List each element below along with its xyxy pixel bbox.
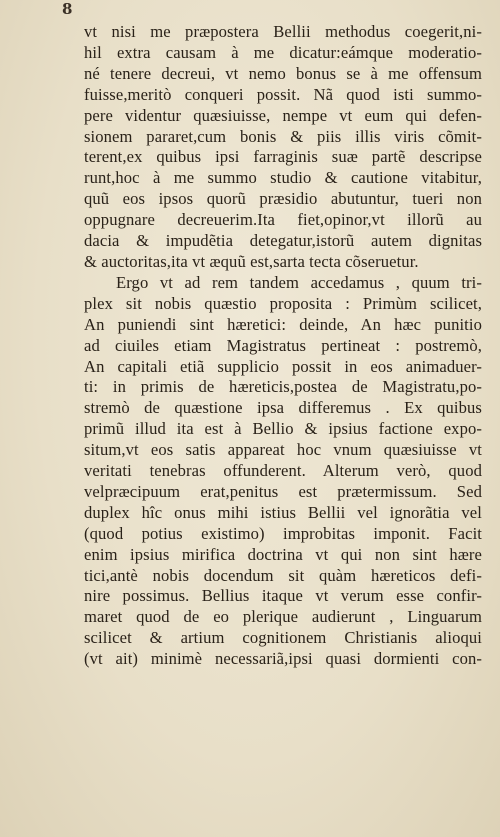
- text-line: duplex hîc onus mihi istius Bellii vel ignorãtia vel: [84, 502, 482, 522]
- text-line: ti: in primis de hæreticis,postea de Magistratu,po-: [84, 377, 482, 397]
- text-line: scilicet & artium cognitionem Christianis alioqui: [84, 628, 482, 648]
- text-line: ad ciuiles etiam Magistratus pertineat : postremò,: [84, 335, 482, 355]
- text-line: oppugnare decreuerim.Ita fiet,opinor,vt illorũ au: [84, 210, 482, 230]
- text-line: (quod potius existimo) improbitas imponit. Facit: [84, 523, 482, 543]
- text-line: enim ipsius mirifica doctrina vt qui non sint hære: [84, 544, 482, 564]
- text-line: stremò de quæstione ipsa differemus . Ex quibus: [84, 398, 482, 418]
- text-line: né tenere decreui, vt nemo bonus se à me offensum: [84, 63, 482, 83]
- text-line: tici,antè nobis docendum sit quàm hæreticos defi-: [84, 565, 482, 585]
- paragraph-first-line: Ergo vt ad rem tandem accedamus , quum tri-: [116, 272, 482, 292]
- text-line: situm,vt eos satis appareat hoc vnum quæsiuisse vt: [84, 440, 482, 460]
- page-number: 8: [62, 0, 73, 18]
- text-line: veritati tenebras offunderent. Alterum verò, quod: [84, 461, 482, 481]
- text-line: velpræcipuum erat,penitus est prætermissum. Sed: [84, 481, 482, 501]
- text-line: pere videntur quæsiuisse, nempe vt eum qui defen-: [84, 105, 482, 125]
- text-line: primũ illud ita est à Bellio & ipsius factione expo-: [84, 419, 482, 439]
- text-line: fuisse,meritò conqueri possit. Nã quod isti summo-: [84, 84, 482, 104]
- text-line: An puniendi sint hæretici: deinde, An hæc punitio: [84, 314, 482, 334]
- text-line: runt,hoc à me summo studio & cautione vitabitur,: [84, 168, 482, 188]
- text-line: nire possimus. Bellius itaque vt verum esse confir-: [84, 586, 482, 606]
- text-line: An capitali etiã supplicio possit in eos animaduer-: [84, 356, 482, 376]
- text-line: maret quod de eo plerique audierunt , Linguarum: [84, 607, 482, 627]
- text-line: quũ eos ipsos quorũ præsidio abutuntur, tueri non: [84, 189, 482, 209]
- text-line: & auctoritas,ita vt æquũ est,sarta tecta cõseruetur.: [84, 251, 419, 271]
- body-text: [84, 22, 484, 670]
- text-line: vt nisi me præpostera Bellii methodus coegerit,ni-: [84, 22, 482, 41]
- text-line: plex sit nobis quæstio proposita : Primùm scilicet,: [84, 293, 482, 313]
- text-line: sionem pararet,cum bonis & piis illis viris cõmit-: [84, 126, 482, 146]
- text-line: hil extra causam à me dicatur:eámque moderatio-: [84, 42, 482, 62]
- text-line: (vt ait) minimè necessariã,ipsi quasi dormienti con-: [84, 649, 482, 669]
- text-line: dacia & impudẽtia detegatur,istorũ autem dignitas: [84, 231, 482, 251]
- text-line: terent,ex quibus ipsi farraginis suæ partẽ descripse: [84, 147, 482, 167]
